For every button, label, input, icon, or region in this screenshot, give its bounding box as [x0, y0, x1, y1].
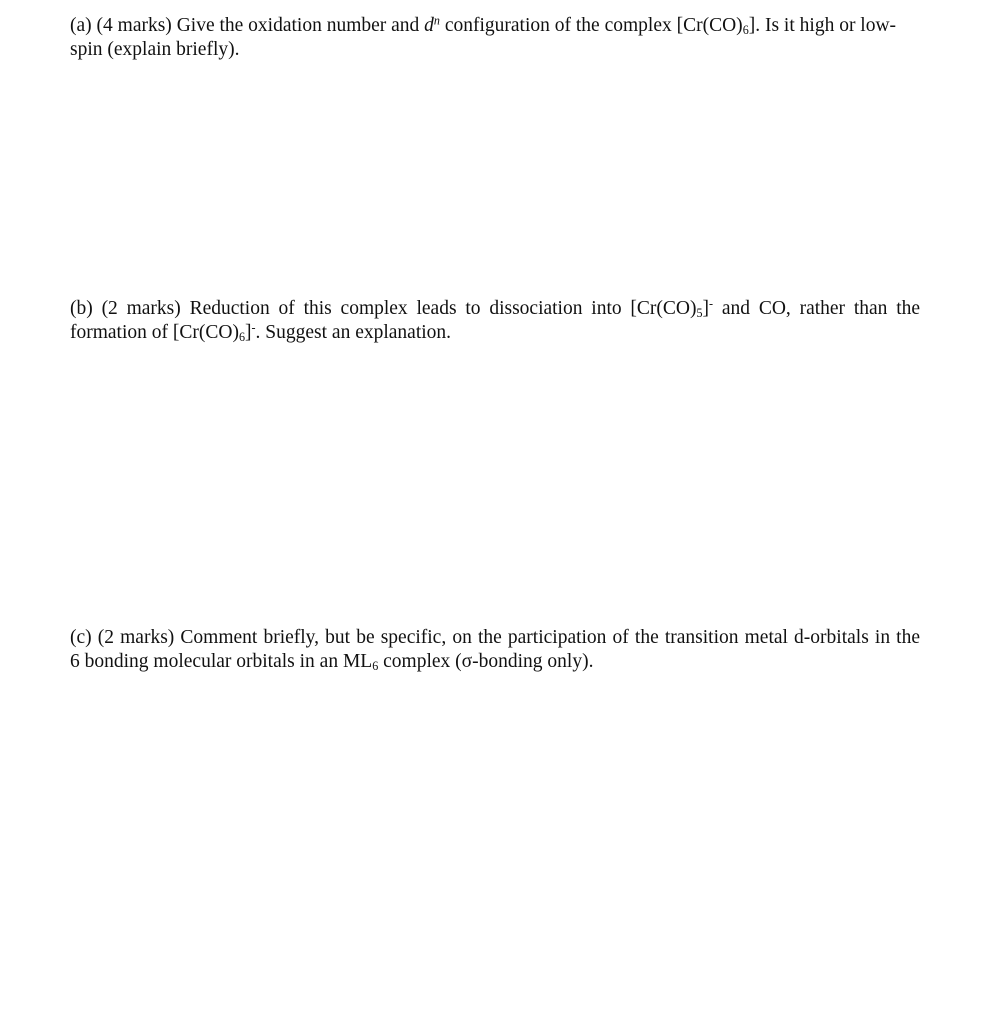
question-a-text-1: Give the oxidation number and [176, 15, 425, 36]
question-b-marks: (2 marks) [101, 298, 181, 319]
question-c-text-2: 6 bonding molecular orbitals in an ML [70, 651, 373, 672]
question-b-label: (b) [70, 298, 93, 319]
question-a-text-2: configuration of the complex [Cr(CO) [439, 15, 743, 36]
question-a-text-3: ]. Is it high or low- [748, 15, 897, 36]
question-c-text-1: Comment briefly, but be specific, on the participation of the transition metal d-orbitals in the [180, 627, 921, 648]
question-c [70, 626, 920, 674]
n-superscript: n [433, 13, 440, 28]
question-b-text-1: Reduction of this complex leads to dissociation into [Cr(CO) [189, 298, 697, 319]
co-count-subscript: 5 [696, 306, 703, 321]
question-b-text-5: ] [245, 322, 252, 343]
question-a-line-2: spin (explain briefly). [70, 39, 240, 60]
question-a-line-1 [70, 14, 920, 38]
question-a-marks: (4 marks) [96, 15, 172, 36]
question-c-line-2 [70, 650, 920, 674]
question-b [70, 297, 920, 345]
co-count-subscript: 6 [238, 330, 246, 345]
question-a-label: (a) [70, 15, 92, 36]
question-c-marks: (2 marks) [97, 627, 175, 648]
question-b-line-1 [70, 297, 920, 321]
charge-superscript: - [709, 296, 714, 311]
question-b-text-3: and CO, rather than the [713, 298, 921, 319]
question-c-label: (c) [70, 627, 92, 648]
question-a [70, 14, 920, 62]
question-b-text-6: . Suggest an explanation. [255, 322, 452, 343]
question-c-text-3: complex (σ-bonding only). [378, 651, 594, 672]
question-b-line-2 [70, 321, 920, 345]
charge-superscript: - [251, 320, 256, 335]
question-c-line-1 [70, 626, 920, 650]
co-count-subscript: 6 [742, 23, 749, 38]
question-b-text-4: formation of [Cr(CO) [70, 322, 239, 343]
d-symbol: d [424, 15, 434, 36]
question-b-text-2: ] [702, 298, 710, 319]
ligand-count-subscript: 6 [372, 659, 379, 674]
